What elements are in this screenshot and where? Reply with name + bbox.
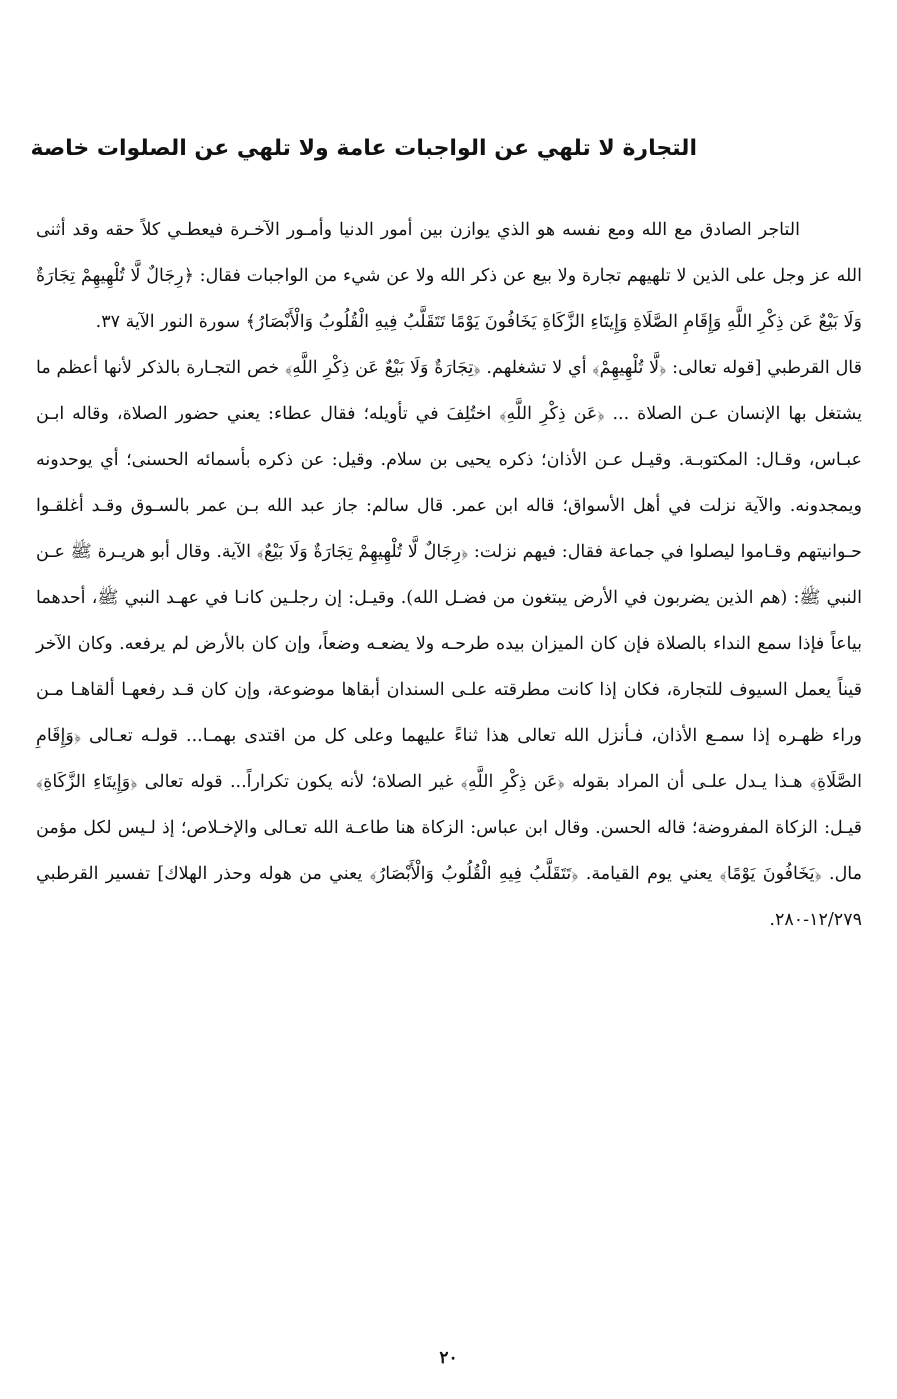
paragraph-qurtubi-commentary: قال القرطبي [قوله تعالى: ﴿لَّا تُلْهِيهِمْ﴾ أي لا تشغلهم. ﴿تِجَارَةٌ وَلَا بَيْعٌ عَن ذِكْرِ اللَّهِ﴾ خص التجـارة بالذكر لأنها أعظم ما يشتغل بها الإنسان عـن الصلاة ... ﴿عَن ذِكْرِ اللَّهِ﴾ اختُلِفَ في تأويله؛ فقال عطاء: يعني حضور الصلاة، وقاله ابـن عبـاس، وقـال: المكتوبـة. وقيـل عـن الأذان؛ ذكره يحيى بن سلام. وقيل: عن ذكره بأسمائه الحسنى؛ أي يوحدونه ويمجدونه. والآية نزلت في أهل الأسواق؛ قاله ابن عمر. قال سالم: جاز عبد الله بـن عمر بالسـوق وقـد أغلقـوا حـوانيتهم وقـاموا ليصلوا في جماعة فقال: فيهم نزلت: ﴿رِجَالٌ لَّا تُلْهِيهِمْ تِجَارَةٌ وَلَا بَيْعٌ﴾ الآية. وقال أبو هريـرة ﷺ عـن النبي ﷺ: (هم الذين يضربون في الأرض يبتغون من فضـل الله). وقيـل: إن رجلـين كانـا في عهـد النبي ﷺ، أحدهما بياعاً فإذا سمع النداء بالصلاة فإن كان الميزان بيده طرحـه ولا يضعـه وضعاً، وإن كان بالأرض لم يرفعه. وكان الآخر قيناً يعمل السيوف للتجارة، فكان إذا كانت مطرقته علـى السندان أبقاها موضوعة، وإن كان قـد رفعهـا ألقاهـا مـن وراء ظهـره إذا سمـع الأذان، فـأنزل الله تعالى هذا ثناءً عليهما وعلى كل من اقتدى بهمـا... قولـه تعـالى ﴿وَإِقَامِ الصَّلَاةِ﴾ هـذا يـدل علـى أن المراد بقوله ﴿عَن ذِكْرِ اللَّهِ﴾ غير الصلاة؛ لأنه يكون تكراراً... قوله تعالى ﴿وَإِيتَاءِ الزَّكَاةِ﴾ قيـل: الزكاة المفروضة؛ قاله الحسن. وقال ابن عباس: الزكاة هنا طاعـة الله تعـالى والإخـلاص؛ إذ لـيس لكل مؤمن مال. ﴿يَخَافُونَ يَوْمًا﴾ يعني يوم القيامة. ﴿تَتَقَلَّبُ فِيهِ الْقُلُوبُ وَالْأَبْصَارُ﴾ يعني من هوله وحذر الهلاك] تفسير القرطبي ١٢/٢٧٩-٢٨٠.: [36, 358, 862, 930]
paragraph-intro: التاجر الصادق مع الله ومع نفسه هو الذي يوازن بين أمور الدنيا وأمـور الآخـرة فيعطـي كلاً حقه وقد أثنى الله عز وجل على الذين لا تلهيهم تجارة ولا بيع عن ذكر الله ولا عن شيء من الواجبات فقال: ﴿رِجَالٌ لَّا تُلْهِيهِمْ تِجَارَةٌ وَلَا بَيْعٌ عَن ذِكْرِ اللَّهِ وَإِقَامِ الصَّلَاةِ وَإِيتَاءِ الزَّكَاةِ يَخَافُونَ يَوْمًا تَتَقَلَّبُ فِيهِ الْقُلُوبُ وَالْأَبْصَارُ﴾ سورة النور الآية ٣٧.: [36, 220, 862, 332]
body-text: [36, 207, 862, 943]
page-number: ٢٠: [439, 1348, 458, 1368]
page-title: التجارة لا تلهي عن الواجبات عامة ولا تلهي عن الصلوات خاصة: [30, 135, 697, 161]
